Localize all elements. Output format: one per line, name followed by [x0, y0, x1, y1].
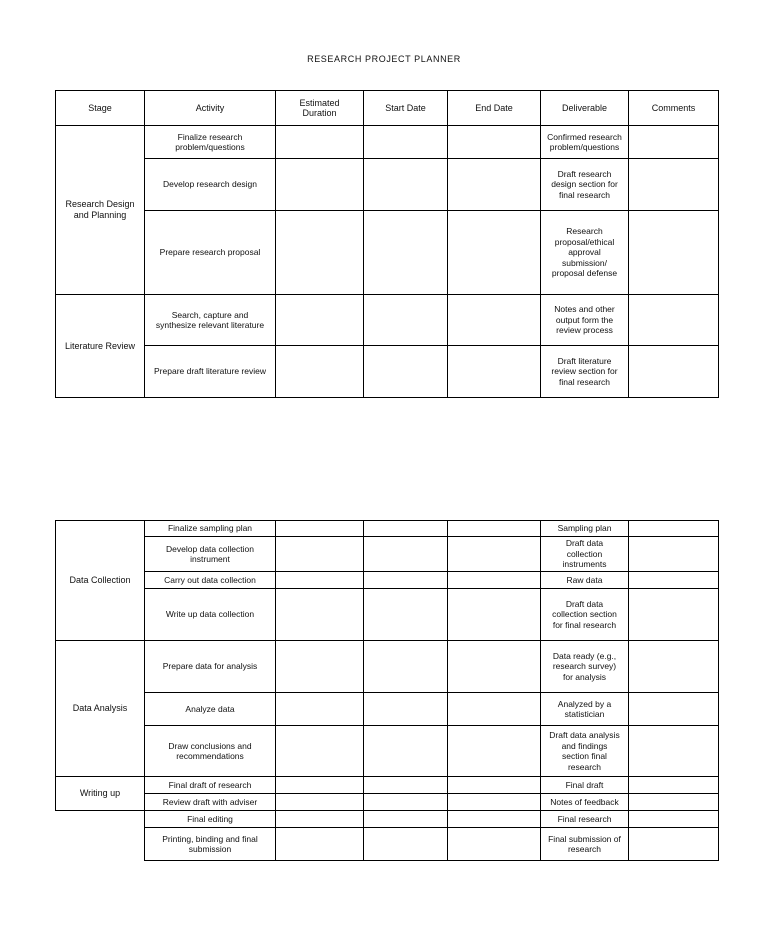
comments-cell[interactable] [629, 794, 719, 811]
start-date-cell[interactable] [364, 295, 448, 346]
duration-cell[interactable] [276, 126, 364, 159]
comments-cell[interactable] [629, 211, 719, 295]
stage-cell: Literature Review [56, 295, 145, 398]
comments-cell[interactable] [629, 572, 719, 589]
start-date-cell[interactable] [364, 126, 448, 159]
start-date-cell[interactable] [364, 794, 448, 811]
activity-cell: Finalize sampling plan [145, 521, 276, 537]
start-date-cell[interactable] [364, 641, 448, 693]
planner-table-2 [55, 520, 719, 861]
comments-cell[interactable] [629, 295, 719, 346]
activity-cell: Review draft with adviser [145, 794, 276, 811]
start-date-cell[interactable] [364, 726, 448, 777]
duration-cell[interactable] [276, 589, 364, 641]
table-row [56, 693, 719, 726]
end-date-cell[interactable] [448, 726, 541, 777]
duration-cell[interactable] [276, 811, 364, 828]
start-date-cell[interactable] [364, 572, 448, 589]
duration-cell[interactable] [276, 211, 364, 295]
activity-cell: Printing, binding and final submission [145, 828, 276, 861]
start-date-cell[interactable] [364, 777, 448, 794]
end-date-cell[interactable] [448, 693, 541, 726]
table-row [56, 589, 719, 641]
header-end-date: End Date [448, 91, 541, 126]
end-date-cell[interactable] [448, 572, 541, 589]
deliverable-cell: Notes and other output form the review process [541, 295, 629, 346]
start-date-cell[interactable] [364, 211, 448, 295]
duration-cell[interactable] [276, 346, 364, 398]
duration-cell[interactable] [276, 572, 364, 589]
table-row [56, 641, 719, 693]
stage-cell: Data Collection [56, 521, 145, 641]
comments-cell[interactable] [629, 777, 719, 794]
activity-cell: Analyze data [145, 693, 276, 726]
duration-cell[interactable] [276, 295, 364, 346]
empty-stage-cell [56, 811, 145, 828]
end-date-cell[interactable] [448, 537, 541, 572]
start-date-cell[interactable] [364, 537, 448, 572]
end-date-cell[interactable] [448, 211, 541, 295]
empty-stage-cell [56, 828, 145, 861]
duration-cell[interactable] [276, 521, 364, 537]
activity-cell: Prepare research proposal [145, 211, 276, 295]
document-title: RESEARCH PROJECT PLANNER [307, 54, 461, 64]
deliverable-cell: Draft literature review section for final research [541, 346, 629, 398]
stage-cell: Research Design and Planning [56, 126, 145, 295]
table-row [56, 521, 719, 537]
deliverable-cell: Analyzed by a statistician [541, 693, 629, 726]
deliverable-cell: Final submission of research [541, 828, 629, 861]
table-row [56, 572, 719, 589]
end-date-cell[interactable] [448, 159, 541, 211]
deliverable-cell: Research proposal/ethical approval submission/ proposal defense [541, 211, 629, 295]
table-row [56, 726, 719, 777]
table-row [56, 794, 719, 811]
deliverable-cell: Final research [541, 811, 629, 828]
start-date-cell[interactable] [364, 811, 448, 828]
duration-cell[interactable] [276, 537, 364, 572]
deliverable-cell: Sampling plan [541, 521, 629, 537]
comments-cell[interactable] [629, 346, 719, 398]
table-row [56, 828, 719, 861]
planner-table-1 [55, 90, 719, 398]
duration-cell[interactable] [276, 641, 364, 693]
comments-cell[interactable] [629, 537, 719, 572]
comments-cell[interactable] [629, 589, 719, 641]
end-date-cell[interactable] [448, 828, 541, 861]
header-deliverable: Deliverable [541, 91, 629, 126]
end-date-cell[interactable] [448, 295, 541, 346]
start-date-cell[interactable] [364, 828, 448, 861]
end-date-cell[interactable] [448, 777, 541, 794]
end-date-cell[interactable] [448, 641, 541, 693]
activity-cell: Final draft of research [145, 777, 276, 794]
deliverable-cell: Raw data [541, 572, 629, 589]
duration-cell[interactable] [276, 159, 364, 211]
table-row [56, 211, 719, 295]
activity-cell: Develop data collection instrument [145, 537, 276, 572]
deliverable-cell: Confirmed research problem/questions [541, 126, 629, 159]
deliverable-cell: Final draft [541, 777, 629, 794]
deliverable-cell: Draft data collection section for final research [541, 589, 629, 641]
end-date-cell[interactable] [448, 346, 541, 398]
start-date-cell[interactable] [364, 521, 448, 537]
duration-cell[interactable] [276, 777, 364, 794]
header-start-date: Start Date [364, 91, 448, 126]
start-date-cell[interactable] [364, 693, 448, 726]
duration-cell[interactable] [276, 726, 364, 777]
deliverable-cell: Notes of feedback [541, 794, 629, 811]
header-estimated-duration: Estimated Duration [276, 91, 364, 126]
end-date-cell[interactable] [448, 126, 541, 159]
activity-cell: Prepare draft literature review [145, 346, 276, 398]
activity-cell: Draw conclusions and recommendations [145, 726, 276, 777]
deliverable-cell: Data ready (e.g., research survey) for analysis [541, 641, 629, 693]
end-date-cell[interactable] [448, 589, 541, 641]
table-row [56, 811, 719, 828]
header-comments: Comments [629, 91, 719, 126]
comments-cell[interactable] [629, 159, 719, 211]
activity-cell: Prepare data for analysis [145, 641, 276, 693]
comments-cell[interactable] [629, 126, 719, 159]
activity-cell: Search, capture and synthesize relevant literature [145, 295, 276, 346]
table-row [56, 126, 719, 159]
table-row [56, 159, 719, 211]
end-date-cell[interactable] [448, 794, 541, 811]
comments-cell[interactable] [629, 521, 719, 537]
deliverable-cell: Draft research design section for final research [541, 159, 629, 211]
end-date-cell[interactable] [448, 811, 541, 828]
activity-cell: Develop research design [145, 159, 276, 211]
duration-cell[interactable] [276, 693, 364, 726]
stage-cell: Data Analysis [56, 641, 145, 777]
header-stage: Stage [56, 91, 145, 126]
duration-cell[interactable] [276, 828, 364, 861]
comments-cell[interactable] [629, 811, 719, 828]
table-row [56, 537, 719, 572]
activity-cell: Finalize research problem/questions [145, 126, 276, 159]
deliverable-cell: Draft data collection instruments [541, 537, 629, 572]
stage-cell: Writing up [56, 777, 145, 811]
comments-cell[interactable] [629, 726, 719, 777]
comments-cell[interactable] [629, 693, 719, 726]
activity-cell: Write up data collection [145, 589, 276, 641]
start-date-cell[interactable] [364, 159, 448, 211]
table-row [56, 777, 719, 794]
comments-cell[interactable] [629, 641, 719, 693]
deliverable-cell: Draft data analysis and findings section final research [541, 726, 629, 777]
duration-cell[interactable] [276, 794, 364, 811]
table-row [56, 346, 719, 398]
end-date-cell[interactable] [448, 521, 541, 537]
start-date-cell[interactable] [364, 589, 448, 641]
table-row [56, 295, 719, 346]
start-date-cell[interactable] [364, 346, 448, 398]
comments-cell[interactable] [629, 828, 719, 861]
header-activity: Activity [145, 91, 276, 126]
activity-cell: Final editing [145, 811, 276, 828]
table-header-row [56, 91, 719, 126]
activity-cell: Carry out data collection [145, 572, 276, 589]
